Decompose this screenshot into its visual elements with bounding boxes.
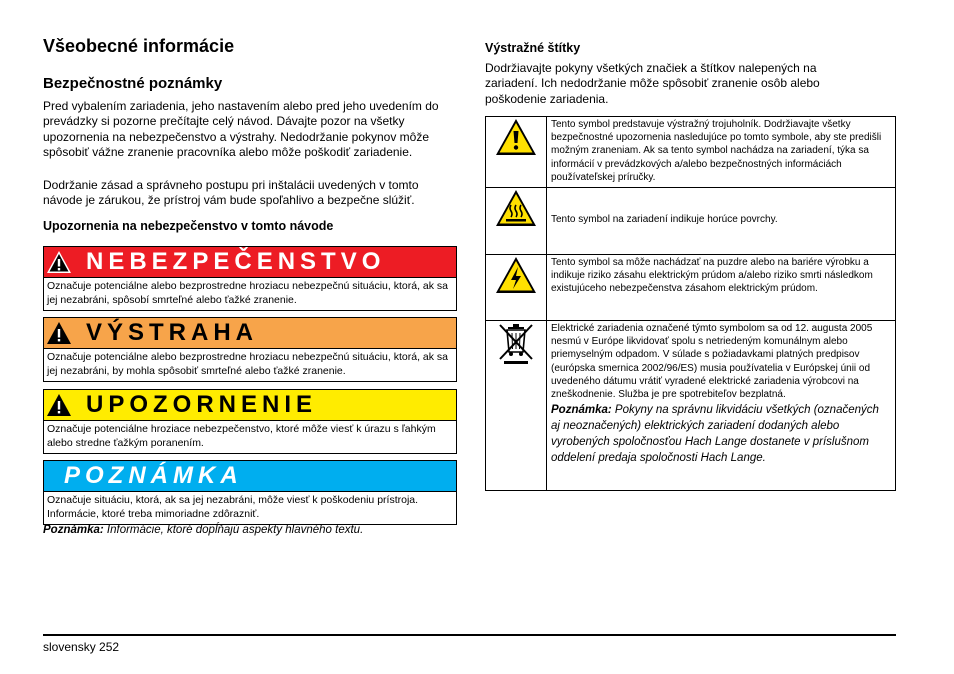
symbol-text: Elektrické zariadenia označené týmto symbolom sa od 12. augusta 2005 nesmú v Európe likvidovať spolu s netriedeným komunálnym alebo priemyselným odpadom. V súlade s požiadavkami platných predpisov (európska smernica 2002/96/ES) musia používatelia v Európskej únii od uvedeného dátumu vrátiť vyradené elektrické zariadenia výrobcovi na zneškodnenie. Služba je pre spotrebiteľov bezplatná.: [551, 323, 873, 401]
symbol-text: Tento symbol sa môže nachádzať na puzdre alebo na bariére výrobku a indikuje riziko zásahu elektrickým prúdom a/alebo riziko smrti následkom existujúceho nebezpečenstva zásahom elektrickým prúdom.: [547, 255, 896, 321]
table-row: [486, 117, 896, 188]
hot-surface-icon: [494, 188, 538, 228]
notice-text: Označuje situáciu, ktorá, ak sa jej nezabráni, môže viesť k poškodeniu prístroja. Informácie, ktoré treba mimoriadne zdôrazniť.: [44, 491, 456, 524]
hazard-heading: Upozornenia na nebezpečenstvo v tomto návode: [43, 219, 334, 233]
symbol-text: Tento symbol predstavuje výstražný trojuholník. Dodržiavajte všetky bezpečnostné upozornenia nasledujúce po tomto symbole, aby ste predišli možným zraneniam. Ak sa tento symbol nachádza na zariadení, týka sa informácií v prevádzkových a/alebo bezpečnostných informáciách používateľskej príručky.: [547, 117, 896, 188]
page-title: Všeobecné informácie: [43, 36, 235, 56]
note-label: Poznámka:: [43, 524, 104, 536]
warning-box: [43, 317, 457, 382]
symbol-note-label: Poznámka:: [551, 404, 612, 417]
warning-triangle-icon: [494, 117, 538, 157]
danger-text: Označuje potenciálne alebo bezprostredne hroziacu nebezpečnú situáciu, ktorá, ak sa jej nezabráni, spôsobí smrteľné alebo ťažké zranenie.: [44, 277, 456, 310]
table-row: [486, 188, 896, 255]
icon-cell: [486, 321, 547, 491]
warning-header: [44, 318, 456, 348]
safety-paragraph-1: Pred vybalením zariadenia, jeho nastavením alebo pred jeho uvedením do prevádzky si pozorne prečítajte celý návod. Dávajte pozor na všetky upozornenia na nebezpečenstvo a výstrahy. Nedodržanie pokynov môže spôsobiť vážne zranenie pracovníka alebo môže poškodiť zariadenie.: [43, 99, 439, 159]
icon-cell: [486, 255, 547, 321]
warning-title: VÝSTRAHA: [86, 319, 259, 346]
caution-box: [43, 389, 457, 454]
symbol-text-cell: [547, 321, 896, 491]
note-text: Informácie, ktoré dopĺňajú aspekty hlavného textu.: [103, 524, 364, 536]
symbols-table: [485, 116, 896, 491]
labels-heading: Výstražné štítky: [485, 41, 581, 55]
warning-triangle-icon: [46, 321, 72, 345]
symbol-note: [551, 403, 891, 466]
danger-title: NEBEZPEČENSTVO: [86, 248, 386, 275]
footer-rule: [43, 634, 896, 636]
icon-cell: [486, 188, 547, 255]
icon-cell: [486, 117, 547, 188]
notice-header: [44, 461, 456, 491]
symbol-note-text: Pokyny na správnu likvidáciu všetkých (označených aj neoznačených) elektrických zariadení dodaných alebo vyrobených spoločnosťou Hach Lange dostanete v príslušnom oddelení predaja spoločnosti Hach Lange.: [551, 404, 879, 464]
table-row: [486, 255, 896, 321]
notice-box: [43, 460, 457, 525]
page-footer: slovensky 252: [43, 640, 120, 654]
notice-title: POZNÁMKA: [64, 462, 243, 489]
labels-paragraph: Dodržiavajte pokyny všetkých značiek a štítkov nalepených na zariadení. Ich nedodržanie môže spôsobiť zranenie osôb alebo poškodenie zariadenia.: [485, 61, 820, 106]
note: [43, 524, 363, 536]
danger-header: [44, 247, 456, 277]
caution-header: [44, 390, 456, 420]
section-heading-safety: Bezpečnostné poznámky: [43, 75, 223, 92]
electric-shock-icon: [494, 255, 538, 295]
warning-triangle-icon: [46, 250, 72, 274]
warning-text: Označuje potenciálne alebo bezprostredne hroziacu nebezpečnú situáciu, ktorá, ak sa jej nezabráni, by mohla spôsobiť smrteľné alebo ťažké zranenie.: [44, 348, 456, 381]
caution-title: UPOZORNENIE: [86, 391, 318, 418]
caution-text: Označuje potenciálne hroziace nebezpečenstvo, ktoré môže viesť k úrazu s ľahkým alebo stredne ťažkým poranením.: [44, 420, 456, 453]
warning-triangle-icon: [46, 393, 72, 417]
danger-box: [43, 246, 457, 311]
table-row: [486, 321, 896, 491]
safety-paragraph-2: Dodržanie zásad a správneho postupu pri inštalácii uvedených v tomto návode je zárukou, že prístroj vám bude spoľahlivo a bezpečne slúžiť.: [43, 178, 419, 208]
symbol-text: Tento symbol na zariadení indikuje horúce povrchy.: [547, 188, 896, 255]
weee-bin-icon: [496, 321, 536, 365]
